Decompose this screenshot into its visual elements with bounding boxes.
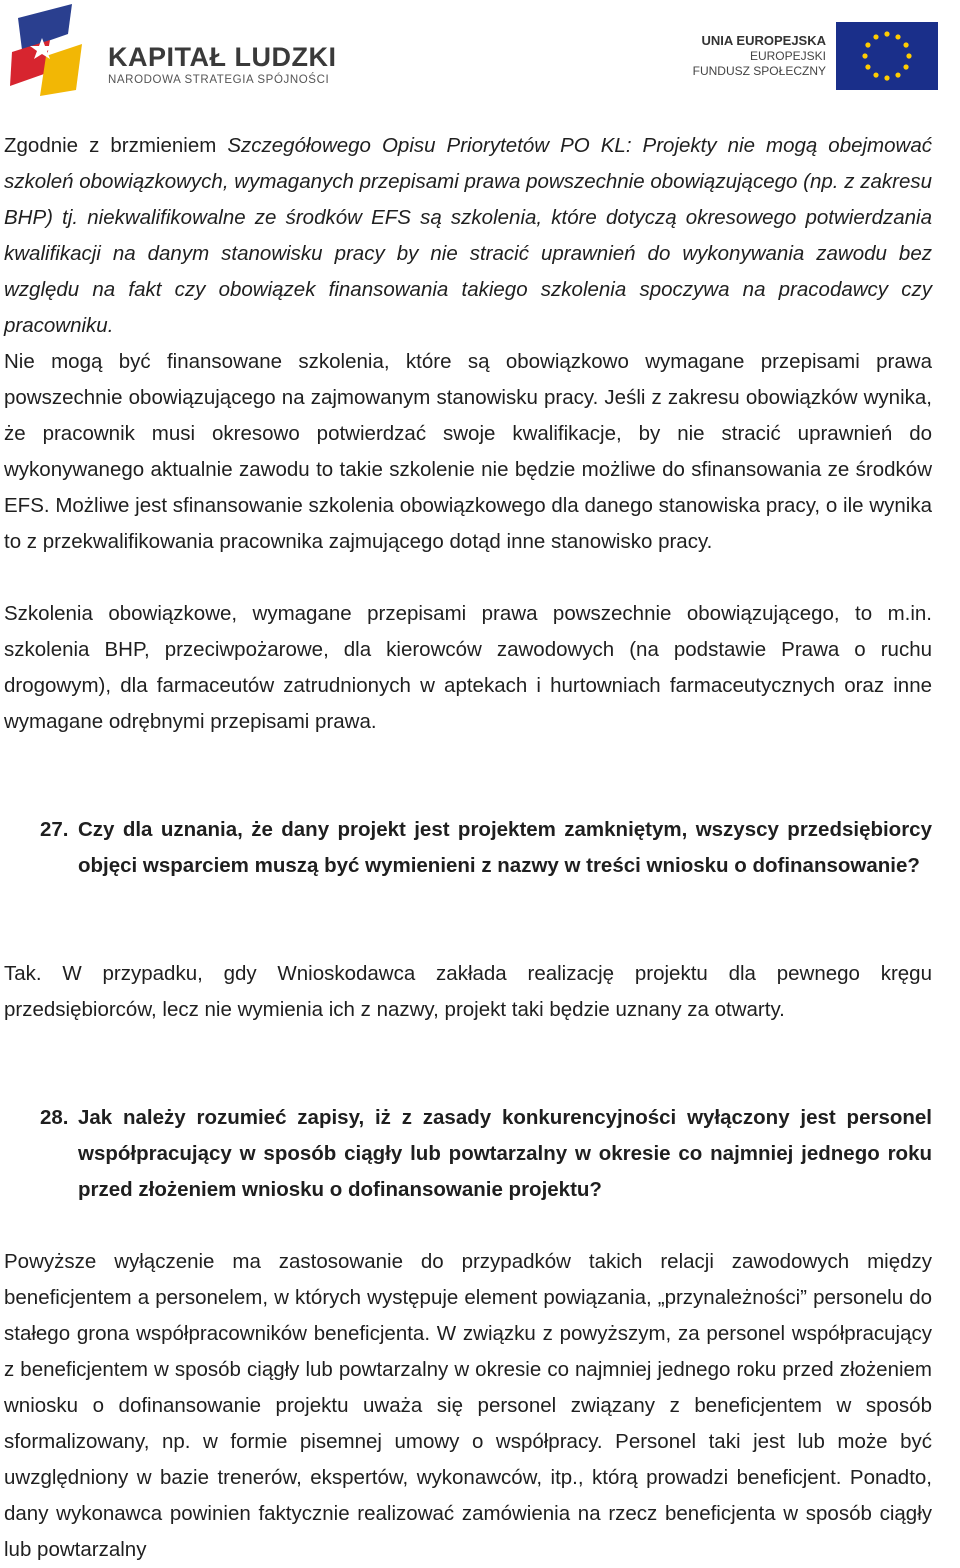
eu-flag-icon — [836, 22, 938, 90]
eu-star-icon — [865, 64, 870, 69]
eu-star-icon — [865, 42, 870, 47]
question-28-text: Jak należy rozumieć zapisy, iż z zasady konkurencyjności wyłączony jest personel współpracujący w sposób ciągły lub powtarzalny w okresie co najmniej jednego roku przed złożeniem wniosku o dofinansowanie projektu? — [78, 1106, 932, 1201]
eu-star-icon — [903, 64, 908, 69]
answer-27: Tak. W przypadku, gdy Wnioskodawca zakłada realizację projektu dla pewnego kręgu przedsiębiorców, lecz nie wymienia ich z nazwy, projekt taki będzie uznany za otwarty. — [4, 962, 932, 1021]
eu-star-icon — [906, 53, 911, 58]
question-27-text: Czy dla uznania, że dany projekt jest projektem zamkniętym, wszyscy przedsiębiorcy objęci wsparciem muszą być wymienieni z nazwy w treści wniosku o dofinansowanie? — [78, 818, 932, 877]
paragraph-1 — [4, 128, 932, 344]
eu-star-icon — [895, 72, 900, 77]
eu-star-icon — [895, 34, 900, 39]
question-28-number: 28. — [40, 1106, 69, 1129]
eu-star-icon — [884, 31, 889, 36]
eu-star-icon — [873, 34, 878, 39]
eu-logo — [692, 22, 938, 92]
eu-star-icon — [903, 42, 908, 47]
eu-star-icon — [862, 53, 867, 58]
eu-star-icon — [873, 72, 878, 77]
paragraph-1-quote-cont: obowiązującego (np. z zakresu BHP) tj. — [4, 170, 932, 229]
paragraph-1-quote-2: niekwalifikowalne ze środków EFS są szkolenia, które dotyczą okresowego potwierdzania kwalifikacji na danym stanowisku pracy by nie stracić uprawnień do wykonywania zawodu bez względu na fakt czy obowiązek finansowania takiego szkolenia spoczywa na pracodawcy czy pracowniku. — [4, 206, 932, 337]
page-header — [0, 0, 960, 110]
question-28 — [40, 1100, 932, 1208]
eu-logo-line3: FUNDUSZ SPOŁECZNY — [692, 64, 826, 78]
kapital-ludzki-mark-icon — [10, 4, 90, 96]
question-27 — [40, 812, 932, 884]
paragraph-1-intro: Zgodnie z brzmieniem — [4, 134, 228, 157]
eu-logo-text — [693, 32, 826, 79]
eu-logo-line1: UNIA EUROPEJSKA — [701, 33, 826, 48]
kapital-ludzki-logo — [10, 4, 340, 96]
logo-subtitle: NARODOWA STRATEGIA SPÓJNOŚCI — [108, 74, 330, 86]
paragraph-3: Szkolenia obowiązkowe, wymagane przepisami prawa powszechnie obowiązującego, to m.in. szkolenia BHP, przeciwpożarowe, dla kierowców zawodowych (na podstawie Prawa o ruchu drogowym), dla farmaceutów zatrudnionych w aptekach i hurtowniach farmaceutycznych oraz inne wymagane odrębnymi przepisami prawa. — [4, 602, 932, 733]
eu-star-icon — [884, 75, 889, 80]
logo-title: KAPITAŁ LUDZKI — [108, 42, 337, 72]
eu-logo-line2: EUROPEJSKI — [749, 49, 826, 63]
paragraph-2: Nie mogą być finansowane szkolenia, które są obowiązkowo wymagane przepisami prawa powszechnie obowiązującego na zajmowanym stanowisku pracy. Jeśli z zakresu obowiązków wynika, że pracownik musi okresowo potwierdzać swoje kwalifikacje, by nie stracić uprawnień do wykonywanego aktualnie zawodu to takie szkolenie nie będzie możliwe do sfinansowania ze środków EFS. Możliwe jest sfinansowanie szkolenia obowiązkowego dla danego stanowiska pracy, o ile wynika to z przekwalifikowania pracownika zajmującego dotąd inne stanowisko pracy. — [4, 350, 932, 553]
answer-28: Powyższe wyłączenie ma zastosowanie do przypadków takich relacji zawodowych między beneficjentem a personelem, w których występuje element powiązania, „przynależności” personelu do stałego grona współpracowników beneficjenta. W związku z powyższym, za personel współpracujący z beneficjentem w sposób ciągły lub powtarzalny w okresie co najmniej jednego roku przed złożeniem wniosku o dofinansowanie projektu uważa się personel związany z beneficjentem w sposób sformalizowany, np. w formie pisemnej umowy o współpracy. Personel taki jest lub może być uwzględniony w bazie trenerów, ekspertów, wykonawców, itp., którą prowadzi beneficjent. Ponadto, dany wykonawca powinien faktycznie realizować zamówienia na rzecz beneficjenta w sposób ciągły lub powtarzalny — [4, 1250, 932, 1561]
question-27-number: 27. — [40, 818, 69, 841]
paragraph-1-quote: Szczegółowego Opisu Priorytetów PO KL: Projekty nie mogą obejmować szkoleń obowiązkowych, wymaganych przepisami prawa powszechnie — [4, 134, 932, 193]
